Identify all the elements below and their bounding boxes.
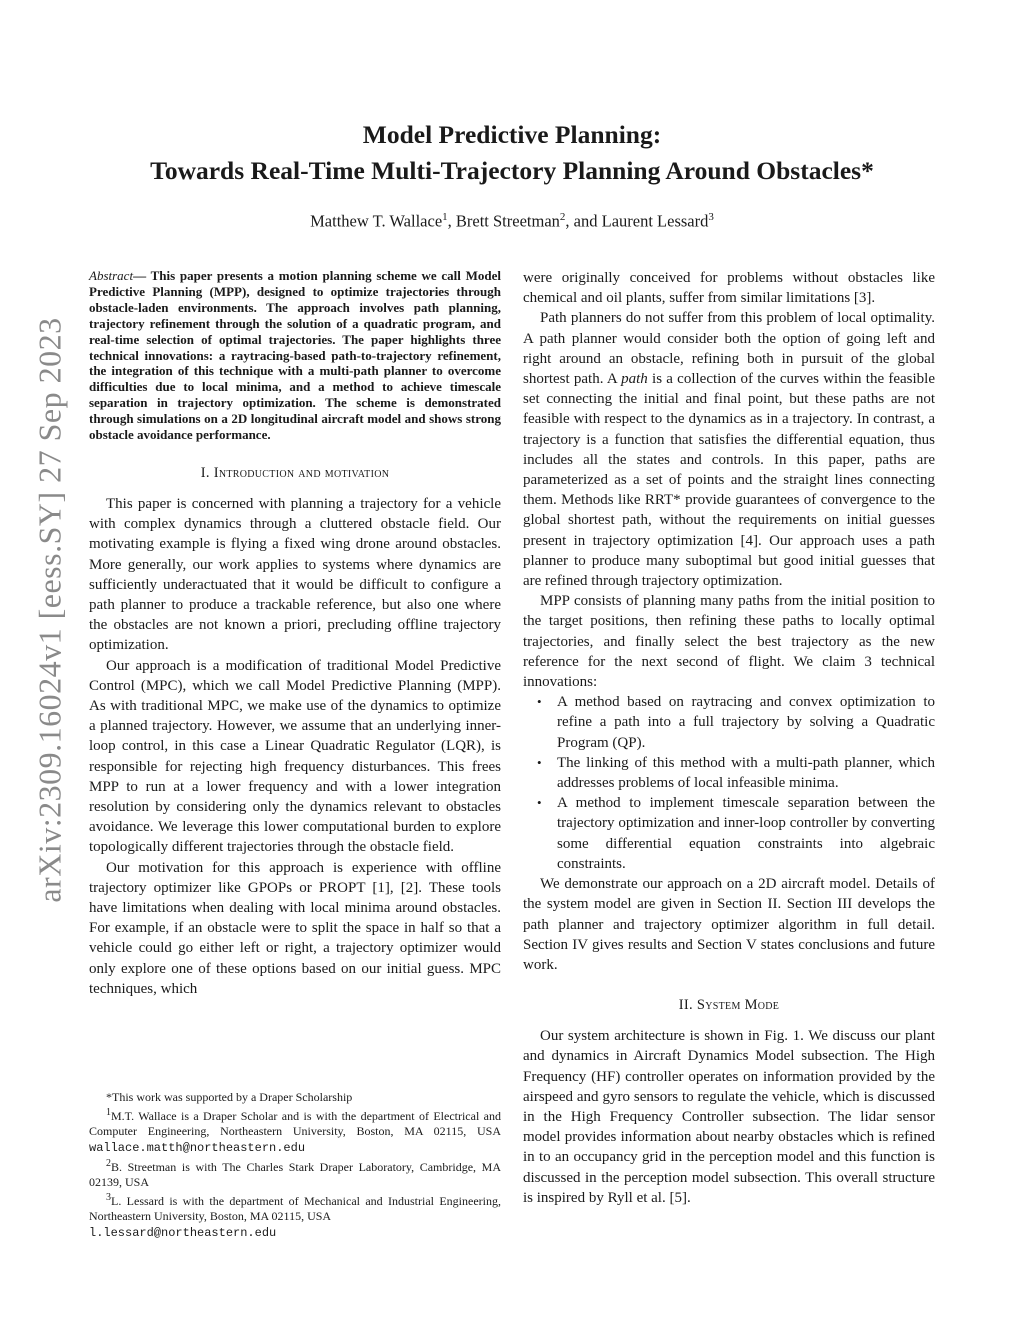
bullet-icon: • [537,694,542,710]
bullet-icon: • [537,795,542,811]
emphasis: path [621,371,648,388]
list-item-text: A method based on raytracing and convex optimization to refine a path into a full trajectory by solving a Quadratic Program (QP). [557,694,935,751]
list-item [523,753,935,793]
footnote-mark: 2 [106,1157,111,1169]
paragraph: MPP consists of planning many paths from the initial position to the target positions, then refining these paths to locally optimal trajectories, and finally select the best trajectory as the new reference for the next second of flight. We claim 3 technical innovations: [523,593,935,691]
footnotes [89,1090,501,1241]
bullet-icon: • [537,754,542,770]
abstract [89,268,501,443]
abstract-label: Abstract [89,268,134,283]
affiliation-mark: 1 [442,211,448,223]
title-line-2: Towards Real-Time Multi-Trajectory Planning Around Obstacles* [150,156,874,185]
section-heading-system-model [523,997,935,1014]
footnote-mark: 1 [106,1107,111,1119]
text-run: Path planners do not suffer from this problem of local optimality. A path planner would consider both the option of going left and right around an obstacle, refining both in pursuit of the global shortest path. A [523,310,935,388]
paragraph-continued: were originally conceived for problems without obstacles like chemical and oil plants, suffer from similar limitations [3]. [523,270,935,307]
affiliation-mark: 3 [708,211,714,223]
paragraph [523,308,935,591]
innovations-list [523,692,935,874]
author-lessard: Laurent Lessard [601,211,709,231]
list-item [523,793,935,874]
section-title: System Mode [696,997,780,1014]
section-heading-introduction [89,465,501,482]
footnote-wallace [89,1105,501,1156]
arxiv-identifier: arXiv:2309.16024v1 [eess.SY] 27 Sep 2023 [31,317,68,903]
author-list [0,211,1024,232]
abstract-text: This paper presents a motion planning scheme we call Model Predictive Planning (MPP), designed to optimize trajectories through obstacle-laden environments. The approach involves path planning, trajectory refinement through the solution of a quadratic program, and real-time selection of optimal trajectories. The paper highlights three technical innovations: a raytracing-based path-to-trajectory refinement, the integration of this technique with a multi-path planner to overcome difficulties due to local minima, and a method to achieve timescale separation in trajectory optimization. The scheme is demonstrated through simulations on a 2D longitudinal aircraft model and shows strong obstacle avoidance performance. [89,268,501,443]
paragraph: We demonstrate our approach on a 2D aircraft model. Details of the system model are given in Section II. Section III develops the path planner and trajectory optimizer algorithm in full detail. Section IV gives results and Section V states conclusions and future work. [523,876,935,973]
text-run: is a collection of the curves within the feasible set connecting the initial and final point, but these paths are not feasible with respect to the dynamics as in a trajectory. In contrast, a trajectory is a function that satisfies the differential equation, thus includes all the states and controls. In this paper, paths are parameterized as a set of points and the straight lines connecting them. Methods like RRT* provide guarantees of convergence to the global shortest path, without the requirements on initial guesses present in trajectory optimization [4]. Our approach uses a path planner to produce many suboptimal but good initial guesses that are refined through trajectory optimization. [523,371,935,590]
paragraph: This paper is concerned with planning a trajectory for a vehicle with complex dynamics through a cluttered obstacle field. Our motivating example is flying a fixed wing drone around obstacles. More generally, our work applies to systems where dynamics are sufficiently underactuated that it would be difficult to configure a path planner to produce a trackable reference, but also one where the obstacles are not known a priori, precluding offline trajectory optimization. [89,495,501,654]
abstract-dash: — [133,268,151,283]
paragraph: Our approach is a modification of traditional Model Predictive Control (MPC), which we call Model Predictive Planning (MPP). As with traditional MPC, we make use of the dynamics to optimize a planned trajectory. However, we assume that an underlying inner-loop control, in this case a Linear Quadratic Regulator (LQR), is responsible for rejecting high frequency disturbances. This frees MPP to run at a lower frequency and with a lower integration resolution by considering only the dynamics relevant to obstacles avoidance. We leverage this lower computational burden to explore topologically different trajectories through the obstacle field. [89,657,501,856]
footnote-text: M.T. Wallace is a Draper Scholar and is with the department of Electrical and Computer Engineering, Northeastern University, Boston, MA 02115, USA [89,1109,501,1139]
affiliation-mark: 2 [559,211,566,223]
footnote-lessard [89,1190,501,1241]
list-item-text: The linking of this method with a multi-path planner, which addresses problems of local infeasible minima. [557,754,935,792]
footnote-funding: *This work was supported by a Draper Scholarship [106,1090,353,1104]
section-title: Introduction and motivation [213,464,390,481]
author-separator: , and [565,211,602,231]
author-streetman: Brett Streetman [455,211,560,231]
author-separator: , [447,211,456,231]
list-item-text: A method to implement timescale separation between the trajectory optimization and inner-loop controller by converting some differential equation constraints into algebraic constraints. [557,795,935,872]
list-item [523,692,935,753]
footnote-streetman [89,1156,501,1190]
paragraph: Our system architecture is shown in Fig. 1. We discuss our plant and dynamics in Aircraft Dynamics Model subsection. The High Frequency (HF) controller operates on information provided by the airspeed and gyro sensors to regulate the vehicle, which is discussed in the High Frequency Controller subsection. The lidar sensor model provides information about nearby obstacles which is refined in to an occupancy grid in the perception model and this function is discussed in the perception model subsection. This overall structure is inspired by Ryll et al. [5]. [523,1028,935,1206]
right-column [523,268,935,1208]
footnote-mark: 3 [106,1192,111,1204]
title-line-1: Model Predictive Planning: [362,120,662,149]
section-number: II. [678,997,697,1014]
paper-title [0,117,1024,189]
email-link[interactable]: l.lessard@northeastern.edu [89,1225,277,1240]
footnote-text: L. Lessard is with the department of Mechanical and Industrial Engineering, Northeastern University, Boston, MA 02115, USA [89,1194,501,1224]
left-column [89,268,501,999]
author-wallace: Matthew T. Wallace [310,211,443,231]
footnote-text: B. Streetman is with The Charles Stark Draper Laboratory, Cambridge, MA 02139, USA [89,1159,501,1190]
section-number: I. [200,464,214,481]
paragraph: Our motivation for this approach is experience with offline trajectory optimizer like GPOPs or PROPT [1], [2]. These tools have limitations when dealing with local minima around obstacles. For example, if an obstacle were to split the space in half so that a vehicle could go either left or right, a trajectory optimizer would only explore one of these options based on our initial guess. MPC techniques, which [89,859,501,997]
email-link[interactable]: wallace.matth@northeastern.edu [89,1140,306,1155]
